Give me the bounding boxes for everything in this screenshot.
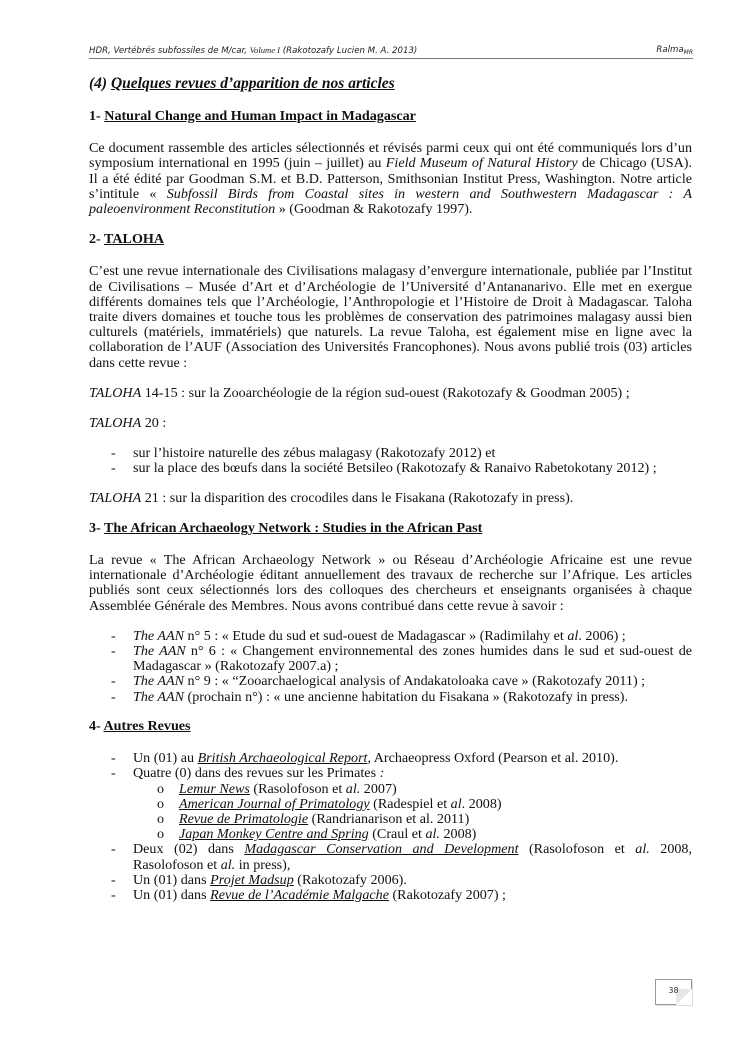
list-item: - Deux (02) dans Madagascar Conservation and Development (Rasolofoson et al. 2008, Rasolofoson et al. in press),	[111, 841, 692, 873]
header-right	[656, 45, 693, 56]
header-rule	[89, 58, 693, 59]
list-item: - sur l’histoire naturelle des zébus malagasy (Rakotozafy 2012) et	[111, 445, 496, 462]
header-initials: Ralma	[656, 45, 684, 55]
primate-journals-list	[89, 782, 692, 843]
taloha-21-line: TALOHA 21 : sur la disparition des crocodiles dans le Fisakana (Rakotozafy in press).	[89, 489, 574, 506]
section-3-heading: 3- The African Archaeology Network : Studies in the African Past	[89, 519, 483, 536]
list-item: - Un (01) au British Archaeological Report, Archaeopress Oxford (Pearson et al. 2010).	[111, 750, 619, 767]
page-title-text: Quelques revues d’apparition de nos articles	[110, 75, 395, 92]
aan-list	[89, 629, 692, 705]
section-2-paragraph: C’est une revue internationale des Civilisations malagasy d’envergure internationale, publiée par l’Institut de Civilisations – Musée d’Art et d’Archéologie de l’Université d’Antananarivo. Elle met en exergue différents domaines tels que l’Archéologie, l’Anthropologie et l’Histoire de Droit à Madagascar. Taloha traite divers domaines et touche tous les problèmes de conservation des patrimoines malagasy aussi bien culturels (matériels, immatériels) que naturels. La revue Taloha, est également mise en ligne avec la collaboration de l’AUF (Association des Universités Francophones). Nous avons publié trois (03) articles dans cette revue :	[89, 263, 692, 371]
section-3-paragraph: La revue « The African Archaeology Network » ou Réseau d’Archéologie Africaine est une revue internationale d’Archéologie éditant annuellement des travaux de recherche sur l’Afrique. Les articles publiés sont ceux sélectionnés lors des colloques des chercheurs et enseignants organisées à chaque Assemblée Générale des Membres. Nous avons contribué dans cette revue à savoir :	[89, 552, 692, 614]
other-journals-list	[89, 751, 692, 903]
list-item: - sur la place des bœufs dans la société Betsileo (Rakotozafy & Ranaivo Rabetokotany 2012) ;	[111, 460, 657, 477]
list-item: o American Journal of Primatology (Radespiel et al. 2008)	[157, 795, 502, 812]
header-volume: Volume I	[249, 45, 281, 55]
list-item: - The AAN n° 9 : « “Zooarchaelogical analysis of Andakatoloaka cave » (Rakotozafy 2011) ;	[111, 673, 646, 690]
page-number-box	[655, 979, 692, 1005]
header-author: (Rakotozafy Lucien M. A. 2013)	[280, 46, 418, 56]
section-2-heading: 2- TALOHA	[89, 231, 165, 248]
page-number: 38	[668, 986, 679, 995]
list-item: o Japan Monkey Centre and Spring (Craul et al. 2008)	[157, 826, 477, 843]
list-item: - The AAN (prochain n°) : « une ancienne habitation du Fisakana » (Rakotozafy in press).	[111, 688, 629, 705]
list-item: o Lemur News (Rasolofoson et al. 2007)	[157, 780, 397, 797]
page-content	[89, 74, 692, 917]
list-item: - Quatre (0) dans des revues sur les Primates : o Lemur News (Rasolofoson et al. 2007) o American Journal of Primatology (Radespiel et al. 2008) o Revue de Primatologie (Randrianarison et al. 2011) o Japan Monkey Centre and Spring (Craul et al. 2008)	[89, 766, 692, 842]
taloha-20-list	[89, 446, 692, 476]
page-title: (4) Quelques revues d’apparition de nos articles	[89, 75, 395, 92]
taloha-14-15-line: TALOHA 14-15 : sur la Zooarchéologie de la région sud-ouest (Rakotozafy & Goodman 2005) ;	[89, 384, 630, 401]
header-left	[89, 45, 417, 56]
section-4-heading: 4- Autres Revues	[89, 717, 191, 734]
list-item: - The AAN n° 6 : « Changement environnemental des zones humides dans le sud et sud-ouest de Madagascar » (Rakotozafy 2007.a) ;	[111, 643, 692, 675]
list-item: - Un (01) dans Revue de l’Académie Malgache (Rakotozafy 2007) ;	[111, 886, 506, 903]
list-item: - Un (01) dans Projet Madsup (Rakotozafy 2006).	[111, 871, 407, 888]
section-1-paragraph: Ce document rassemble des articles sélectionnés et révisés parmi ceux qui ont été communiqués lors d’un symposium international en 1995 (juin – juillet) au Field Museum of Natural History de Chicago (USA). Il a été édité par Goodman S.M. et B.D. Patterson, Smithsonian Institut Press, Washington. Notre article s’intitule « Subfossil Birds from Coastal sites in western and Southwestern Madagascar : A paleoenvironment Reconstitution » (Goodman & Rakotozafy 1997).	[89, 140, 692, 218]
header-initials-sub: MR	[683, 49, 693, 56]
header-text: HDR, Vertébrés subfossiles de M/car,	[89, 46, 250, 56]
taloha-20-line: TALOHA 20 :	[89, 415, 167, 432]
running-header	[89, 43, 693, 59]
list-item: - The AAN n° 5 : « Etude du sud et sud-ouest de Madagascar » (Radimilahy et al. 2006) ;	[111, 627, 626, 644]
list-item: o Revue de Primatologie (Randrianarison et al. 2011)	[157, 810, 470, 827]
section-1-heading: 1- Natural Change and Human Impact in Madagascar	[89, 108, 416, 124]
